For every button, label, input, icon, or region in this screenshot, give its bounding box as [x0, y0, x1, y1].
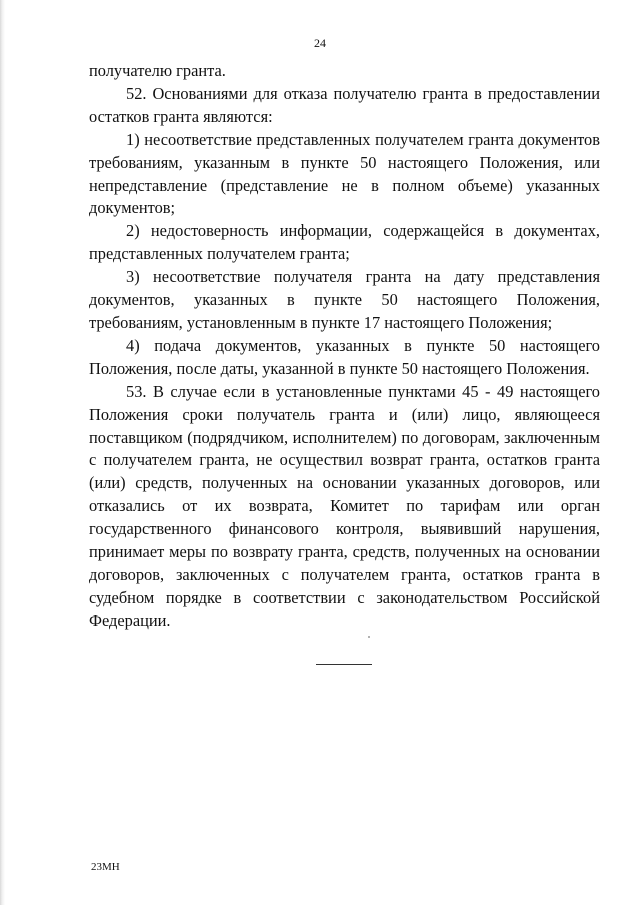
scan-speck: [368, 636, 370, 638]
end-divider-line: [316, 664, 372, 665]
paragraph-continuation: получателю гранта.: [89, 61, 226, 80]
paragraph-subitem-2: 2) недостоверность информации, содержащейся в документах, представленных получателем гранта;: [89, 221, 600, 264]
paragraph-item-53: 53. В случае если в установленные пунктами 45 - 49 настоящего Положения сроки получатель гранта и (или) лицо, являющееся поставщиком (подрядчиком, исполнителем) по договорам, заключенным с получателем гранта, не осуществил возврат гранта, остатков гранта (или) средств, полученных на основании указанных договоров, или отказались от их возврата, Комитет по тарифам или орган государственного финансового контроля, выявивший нарушения, принимает меры по возврату гранта, средств, полученных на основании договоров, заключенных с получателем гранта, остатков гранта в судебном порядке в соответствии с законодательством Российской Федерации.: [89, 381, 600, 630]
page-number: 24: [314, 36, 326, 50]
paragraph-subitem-4: 4) подача документов, указанных в пункте 50 настоящего Положения, после даты, указанной в пункте 50 настоящего Положения.: [89, 335, 600, 378]
scan-edge-artifact: [0, 0, 5, 905]
footer-code: 23МН: [91, 861, 120, 873]
paragraph-item-52: 52. Основаниями для отказа получателю гранта в предоставлении остатков гранта являются:: [89, 83, 600, 126]
paragraph-subitem-1: 1) несоответствие представленных получателем гранта документов требованиям, указанным в пункте 50 настоящего Положения, или непредставление (представление не в полном объеме) указанных документов;: [89, 129, 600, 218]
paragraph-subitem-3: 3) несоответствие получателя гранта на дату представления документов, указанных в пункте 50 настоящего Положения, требованиям, установленным в пункте 17 настоящего Положения;: [89, 267, 600, 332]
document-body: [89, 60, 600, 633]
